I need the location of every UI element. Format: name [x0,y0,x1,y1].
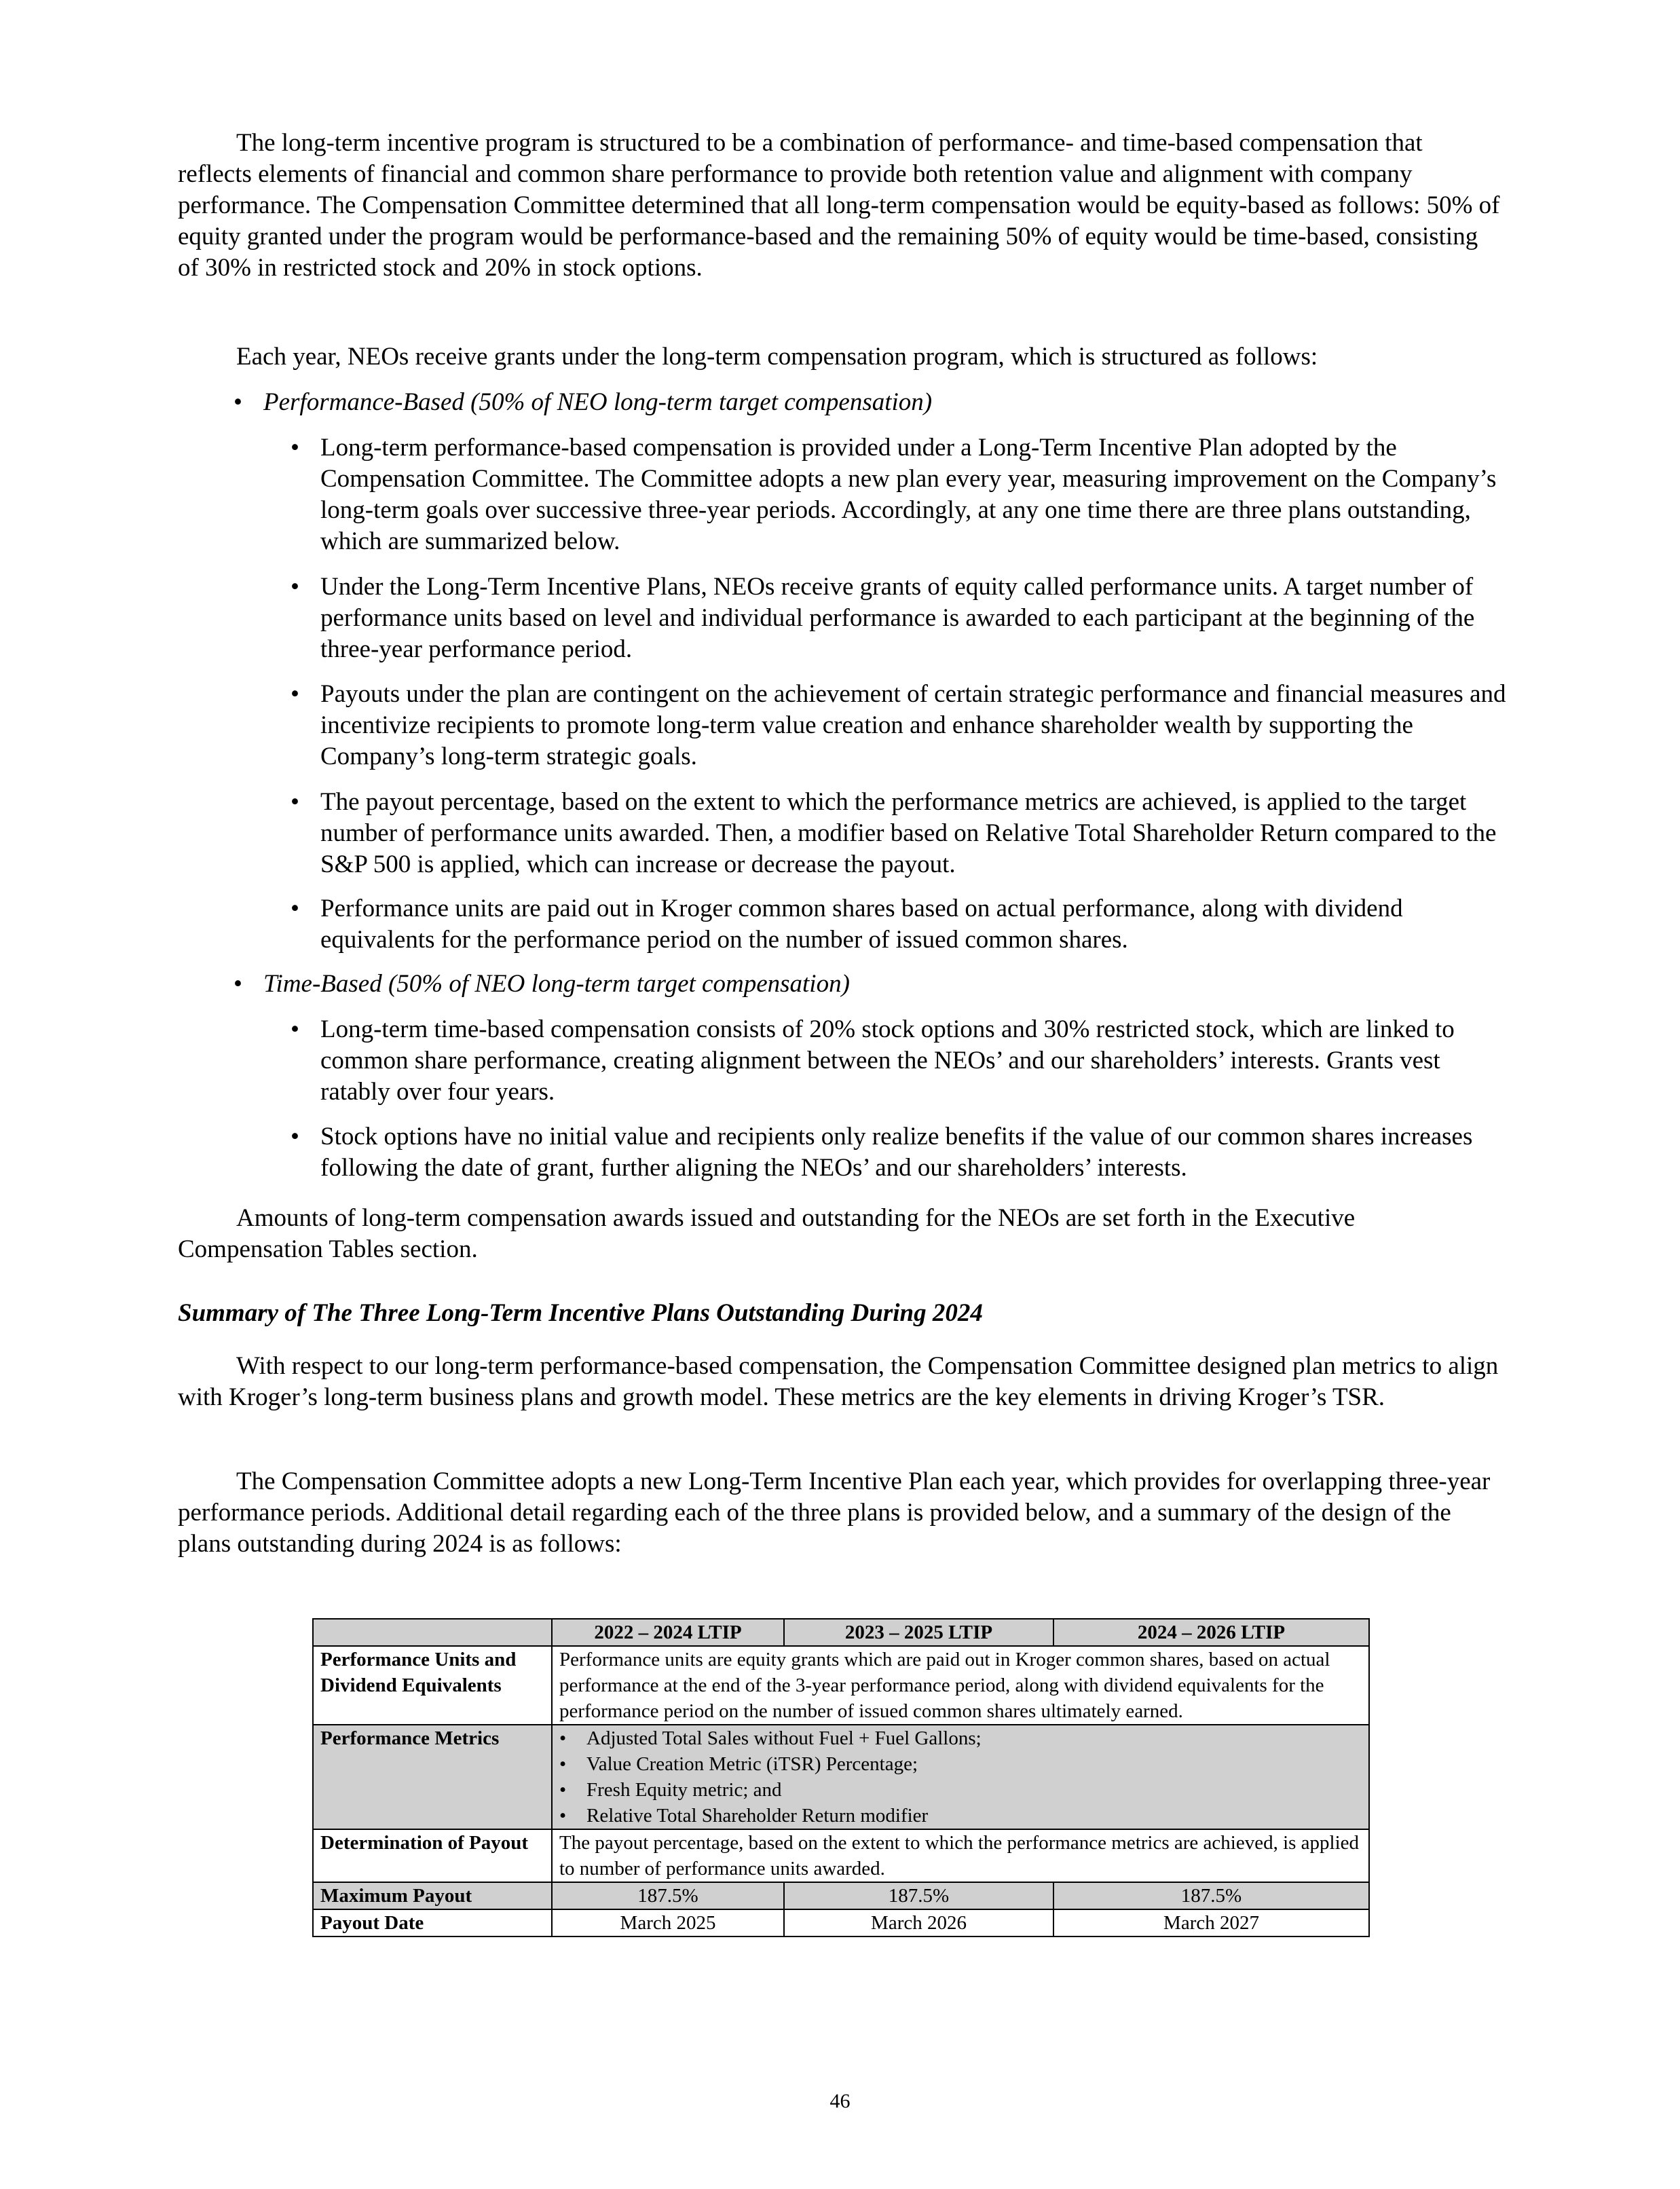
table-header-row [313,1619,1369,1646]
determination-description: The payout percentage, based on the extent to which the performance metrics are achieved, is applied to number of performance units awarded. [552,1829,1369,1882]
bullet-marker: • [234,388,242,416]
table-header-2023-2025: 2023 – 2025 LTIP [784,1619,1053,1646]
performance-item-text: Long-term performance-based compensation is provided under a Long-Term Incentive Plan adopted by the Compensation Committee. The Committee adopts a new plan every year, measuring improvement on the Company’s long-term goals over successive three-year periods. Accordingly, at any one time there are three plans outstanding, which are summarized below. [320,434,1497,555]
table-header-2022-2024: 2022 – 2024 LTIP [552,1619,784,1646]
performance-item-text: The payout percentage, based on the extent to which the performance metrics are achieved, is applied to the target number of performance units awarded. Then, a modifier based on Relative Total Shareholder Return compared to the S&P 500 is applied, which can increase or decrease the payout. [320,788,1497,878]
summary-heading: Summary of The Three Long-Term Incentive Plans Outstanding During 2024 [178,1299,983,1327]
bullet-marker: • [291,1015,299,1043]
performance-based-bullet [234,387,1485,418]
bullet-marker: • [559,1805,567,1827]
page-number: 46 [829,2090,851,2112]
adopts-paragraph: The Compensation Committee adopts a new Long-Term Incentive Plan each year, which provides for overlapping three-year performance periods. Additional detail regarding each of the three plans is provided below, and a summary of the design of the plans outstanding during 2024 is as follows: [178,1467,1491,1558]
list-item [559,1777,1362,1803]
bullet-marker: • [291,1123,299,1150]
row-label-determination: Determination of Payout [313,1829,552,1882]
metrics-paragraph: With respect to our long-term performance-based compensation, the Compensation Committee designed plan metrics to align with Kroger’s long-term business plans and growth model. These metrics are the key elements in driving Kroger’s TSR. [178,1352,1499,1411]
time-item-text: Stock options have no initial value and recipients only realize benefits if the value of our common shares increases following the date of grant, further aligning the NEOs’ and our shareholders’ interests. [320,1123,1473,1182]
payout-date-2023-2025: March 2026 [784,1909,1053,1937]
metric-text: Adjusted Total Sales without Fuel + Fuel Gallons; [586,1727,982,1749]
table-row [313,1829,1369,1882]
row-label-payout-date: Payout Date [313,1909,552,1937]
table-row [313,1909,1369,1937]
bullet-marker: • [291,434,299,462]
list-item [559,1803,1362,1829]
payout-date-2024-2026: March 2027 [1053,1909,1369,1937]
performance-item-2 [291,572,1508,665]
payout-date-2022-2024: March 2025 [552,1909,784,1937]
performance-item-3 [291,679,1508,772]
bullet-marker: • [559,1779,567,1801]
maximum-payout-2024-2026: 187.5% [1053,1882,1369,1909]
bullet-marker: • [234,970,242,998]
performance-metrics-list [559,1725,1362,1829]
row-label-maximum-payout: Maximum Payout [313,1882,552,1909]
amounts-paragraph: Amounts of long-term compensation awards issued and outstanding for the NEOs are set forth in the Executive Compensation Tables section. [178,1204,1356,1263]
performance-item-text: Payouts under the plan are contingent on the achievement of certain strategic performance and financial measures and incentivize recipients to promote long-term value creation and enhance shareholder wealth by supporting the Company’s long-term strategic goals. [320,680,1506,770]
metric-text: Fresh Equity metric; and [586,1779,782,1801]
performance-item-1 [291,432,1508,557]
performance-metrics-list-cell [552,1725,1369,1829]
bullet-marker: • [291,573,299,601]
table-row [313,1646,1369,1725]
table-header-2024-2026: 2024 – 2026 LTIP [1053,1619,1369,1646]
performance-units-description: Performance units are equity grants which are paid out in Kroger common shares, based on actual performance at the end of the 3-year performance period, along with dividend equivalents for the performance period on the number of issued common shares ultimately earned. [552,1646,1369,1725]
bullet-marker: • [559,1727,567,1749]
metric-text: Relative Total Shareholder Return modifier [586,1805,929,1827]
row-label-performance-metrics: Performance Metrics [313,1725,552,1829]
table-header-corner [313,1619,552,1646]
maximum-payout-2023-2025: 187.5% [784,1882,1053,1909]
metric-text: Value Creation Metric (iTSR) Percentage; [586,1753,918,1775]
list-item [559,1725,1362,1751]
time-item-text: Long-term time-based compensation consists of 20% stock options and 30% restricted stock, which are linked to common share performance, creating alignment between the NEOs’ and our shareholders’ interests. Grants vest ratably over four years. [320,1015,1455,1106]
time-item-1 [291,1014,1508,1108]
bullet-marker: • [559,1753,567,1775]
time-item-2 [291,1121,1508,1184]
list-item [559,1751,1362,1777]
table-row [313,1725,1369,1829]
performance-item-4 [291,787,1508,880]
performance-item-text: Under the Long-Term Incentive Plans, NEOs receive grants of equity called performance units. A target number of performance units based on level and individual performance is awarded to each participant at the beginning of the three-year performance period. [320,573,1475,663]
structure-intro-paragraph: Each year, NEOs receive grants under the long-term compensation program, which is structured as follows: [236,343,1318,371]
ltip-summary-table [312,1618,1370,1937]
intro-paragraph: The long-term incentive program is structured to be a combination of performance- and time-based compensation that reflects elements of financial and common share performance to provide both retention value and alignment with company performance. The Compensation Committee determined that all long-term compensation would be equity-based as follows: 50% of equity granted under the program would be performance-based and the remaining 50% of equity would be time-based, consisting of 30% in restricted stock and 20% in stock options. [178,129,1500,282]
time-based-bullet [234,969,1485,1000]
time-based-heading: Time-Based (50% of NEO long-term target compensation) [263,970,850,998]
performance-item-text: Performance units are paid out in Kroger common shares based on actual performance, along with dividend equivalents for the performance period on the number of issued common shares. [320,895,1403,954]
performance-item-5 [291,893,1508,956]
bullet-marker: • [291,895,299,922]
maximum-payout-2022-2024: 187.5% [552,1882,784,1909]
table-row [313,1882,1369,1909]
bullet-marker: • [291,680,299,708]
bullet-marker: • [291,788,299,816]
performance-based-heading: Performance-Based (50% of NEO long-term target compensation) [263,388,933,416]
row-label-performance-units: Performance Units and Dividend Equivalents [313,1646,552,1725]
